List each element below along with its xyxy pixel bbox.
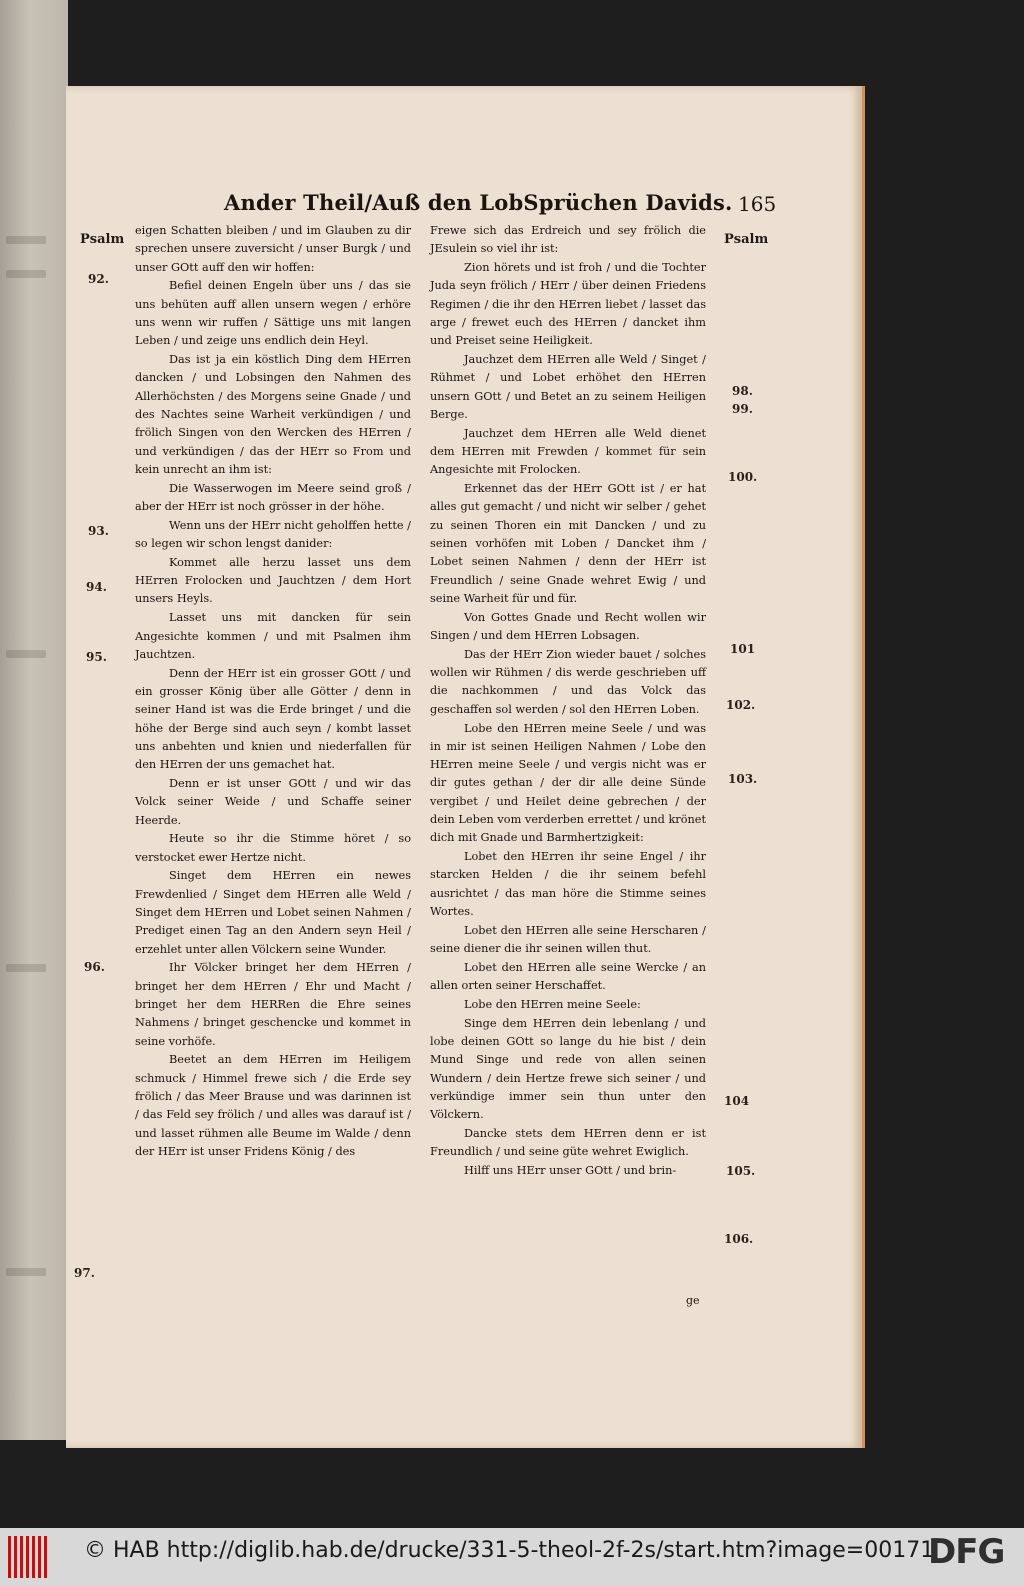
psalm-number: 105. [726, 1164, 756, 1178]
source-url-link[interactable]: © HAB http://diglib.hab.de/drucke/331-5-theol-2f-2s/start.htm?image=00171 [84, 1538, 935, 1563]
barcode-icon [8, 1536, 50, 1578]
paragraph: Denn der HErr ist ein grosser GOtt / und ein grosser König über alle Götter / denn in seiner Hand ist was die Erde bringet / und die höhe der Berge sind auch seyn / kombt lasset uns anbehten und knien und niederfallen für den HErren der uns gemachet hat. [135, 666, 411, 772]
psalm-number: 97. [74, 1266, 95, 1280]
paragraph: Das der HErr Zion wieder bauet / solches wollen wir Rühmen / dis werde geschrieben uff die nachkommen / und das Volck das geschaffen sol werden / sol den HErren Loben. [430, 647, 706, 716]
paragraph: Lobe den HErren meine Seele: [464, 997, 641, 1011]
paragraph: Jauchzet dem HErren alle Weld / Singet / Rühmet / und Lobet erhöhet den HErren unsern GOtt / und Betet an zu seinem Heiligen Berge. [430, 353, 706, 421]
paragraph: Singe dem HErren dein lebenlang / und lobe deinen GOtt so lange du hie bist / dein Mund Singe und rede von allen seinen Wundern / dein Hertze frewe sich seiner / und verkündige immer sein thun unter den Völckern. [430, 1016, 706, 1122]
left-text-column [135, 222, 411, 1162]
bleed-mark [6, 650, 46, 658]
bleed-mark [6, 270, 46, 278]
bleed-mark [6, 236, 46, 244]
margin-label-left: Psalm [80, 232, 125, 247]
psalm-number: 98. [732, 384, 753, 398]
paragraph: Wenn uns der HErr nicht geholffen hette / so legen wir schon lengst danider: [135, 518, 411, 551]
psalm-number: 93. [88, 524, 109, 538]
paragraph: Zion hörets und ist froh / und die Tochter Juda seyn frölich / HErr / über deinen Friedens Regimen / die ihr den HErren liebet / lasset das arge / frewet euch des HErren / dancket ihm und Preiset seine Heiligkeit. [430, 261, 706, 348]
paragraph: Ihr Völcker bringet her dem HErren / bringet her dem HErren / Ehr und Macht / bringet her dem HERRen die Ehre seines Nahmens / bringet geschencke und kommet in seine vorhöfe. [135, 961, 411, 1048]
paragraph: Heute so ihr die Stimme höret / so verstocket ewer Hertze nicht. [135, 832, 411, 864]
page-number: 165 [738, 192, 777, 216]
psalm-number: 100. [728, 470, 758, 484]
paragraph: Hilff uns HErr unser GOtt / und brin- [464, 1164, 677, 1178]
paragraph: Die Wasserwogen im Meere seind groß / aber der HErr ist noch grösser in der höhe. [135, 481, 411, 513]
psalm-number: 101 [730, 642, 756, 656]
paragraph: Lobet den HErren alle seine Herscharen / seine diener die ihr seinen willen thut. [430, 923, 706, 956]
paragraph: Frewe sich das Erdreich und sey frölich die JEsulein so viel ihr ist: [430, 224, 706, 256]
paragraph: Von Gottes Gnade und Recht wollen wir Singen / und dem HErren Lobsagen. [430, 610, 706, 643]
running-head: Ander Theil/Auß den LobSprüchen Davids. [224, 190, 733, 215]
catchword: ge [686, 1294, 700, 1307]
dfg-logo: DFG [928, 1532, 1005, 1572]
paragraph: Erkennet das der HErr GOtt ist / er hat alles gut gemacht / und nicht wir selber / gehet zu seinen Thoren ein mit Dancken / und zu seinen vorhöfen mit Loben / Dancket ihm / Lobet seinen Nahmen / denn der HErr ist Freundlich / seine Gnade wehret Ewig / und seine Warheit für und für. [430, 482, 706, 605]
psalm-number: 96. [84, 960, 105, 974]
book-page [66, 86, 865, 1448]
paragraph: Beetet an dem HErren im Heiligem schmuck / Himmel frewe sich / die Erde sey frölich / das Meer Brause und was darinnen ist / das Feld sey frölich / und alles was darauf ist / und lasset rühmen alle Beume im Walde / denn der HErr ist unser Fridens König / des [135, 1053, 411, 1158]
psalm-number: 99. [732, 402, 753, 416]
bleed-mark [6, 964, 46, 972]
paragraph: Dancke stets dem HErren denn er ist Freundlich / und seine güte wehret Ewiglich. [430, 1127, 706, 1159]
paragraph: Kommet alle herzu lasset uns dem HErren Frolocken und Jauchtzen / dem Hort unsers Heyls. [135, 555, 411, 606]
paragraph: Jauchzet dem HErren alle Weld dienet dem HErren mit Frewden / kommet für sein Angesichte mit Frolocken. [430, 426, 706, 477]
psalm-number: 94. [86, 580, 107, 594]
paragraph: Lasset uns mit dancken für sein Angesichte kommen / und mit Psalmen ihm Jauchtzen. [135, 611, 411, 661]
right-text-column [430, 222, 706, 1181]
paragraph: Lobe den HErren meine Seele / und was in mir ist seinen Heiligen Nahmen / Lobe den HErren meine Seele / und vergis nicht was er dir gutes gethan / der dir alle deine Sünde vergibet / und Heilet deine gebrechen / der dein Leben vom verderben errettet / und krönet dich mit Gnade und Barmhertzigkeit: [430, 721, 706, 845]
psalm-number: 104 [724, 1094, 750, 1108]
paragraph: Singet dem HErren ein newes Frewdenlied / Singet dem HErren alle Weld / Singet dem HErren und Lobet seinen Nahmen / Prediget einen Tag an den Andern seyn Heil / erzehlet unter allen Völckern seine Wunder. [135, 869, 411, 956]
psalm-number: 106. [724, 1232, 754, 1246]
paragraph: Denn er ist unser GOtt / und wir das Volck seiner Weide / und Schaffe seiner Heerde. [135, 776, 411, 827]
margin-label-right: Psalm [724, 232, 769, 247]
psalm-number: 103. [728, 772, 758, 786]
paragraph: Lobet den HErren alle seine Wercke / an allen orten seiner Herschaffet. [430, 960, 706, 993]
bleed-mark [6, 1268, 46, 1276]
psalm-number: 95. [86, 650, 107, 664]
previous-page-edge [0, 0, 68, 1440]
paragraph: Befiel deinen Engeln über uns / das sie uns behüten auff allen unsern wegen / erhöre uns wenn wir ruffen / Sättige uns mit langen Leben / und zeige uns endlich dein Heyl. [135, 279, 411, 348]
psalm-number: 92. [88, 272, 109, 286]
paragraph: eigen Schatten bleiben / und im Glauben zu dir sprechen unsere zuversicht / unser Burgk / und unser GOtt auff den wir hoffen: [135, 224, 411, 274]
psalm-number: 102. [726, 698, 756, 712]
paragraph: Lobet den HErren ihr seine Engel / ihr starcken Helden / die ihr seinem befehl ausrichtet / das man höre die Stimme seines Wortes. [430, 850, 706, 918]
paragraph: Das ist ja ein köstlich Ding dem HErren dancken / und Lobsingen den Nahmen des Allerhöchsten / des Morgens seine Gnade / und des Nachtes seine Warheit verkündigen / und frölich Singen von den Wercken des HErren / und verkündigen / das der HErr so From und kein unrecht an ihm ist: [135, 353, 411, 476]
viewer-footer [0, 1528, 1024, 1586]
